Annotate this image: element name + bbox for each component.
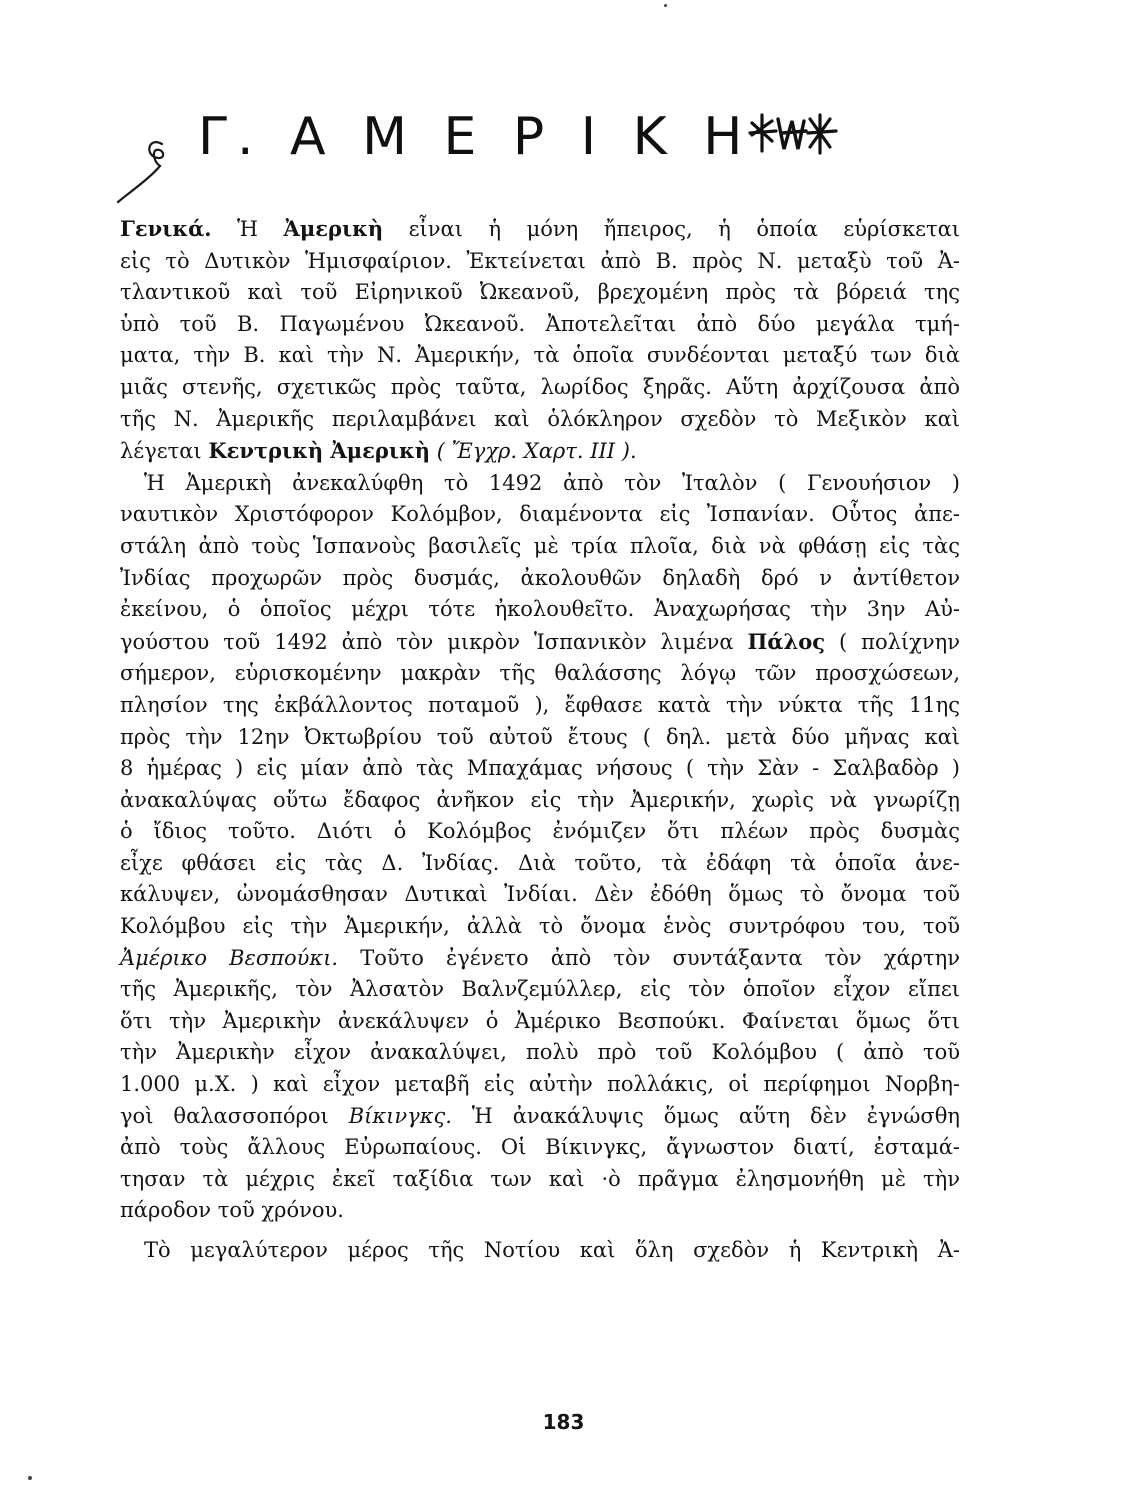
text-line: ἀπὸ τοὺς ἄλλους Εὐρωπαίους. Οἱ Βίκινγκς, ἄγνωστον διατί, ἐσταμά- bbox=[120, 1135, 960, 1160]
text-line: 8 ἡμέρας ) εἰς μίαν ἀπὸ τὰς Μπαχάμας νήσους ( τὴν Σὰν - Σαλβαδὸρ ) bbox=[120, 756, 960, 781]
text-line: τῆς Ἀμερικῆς, τὸν Ἀλσατὸν Βαλνζεμύλλερ, εἰς τὸν ὁποῖον εἶχον εἴπει bbox=[120, 977, 960, 1002]
text-fragment: Ἡ ἀνακάλυψις ὅμως αὕτη δὲν ἐγνώσθη bbox=[451, 1103, 960, 1128]
text-line: ναυτικὸν Χριστόφορον Κολόμβον, διαμένοντα εἰς Ἰσπανίαν. Οὗτος ἀπε- bbox=[120, 502, 960, 527]
chapter-title: Γ. Α Μ Ε Ρ Ι Κ Η bbox=[198, 107, 753, 167]
text-line bbox=[120, 626, 960, 659]
text-line: ἐκείνου, ὁ ὁποῖος μέχρι τότε ἠκολουθεῖτο. Ἀναχωρήσας τὴν 3ην Αὐ- bbox=[120, 597, 960, 622]
text-line: Τὸ μεγαλύτερον μέρος τῆς Νοτίου καὶ ὅλη σχεδὸν ἡ Κεντρικὴ Ἀ- bbox=[144, 1238, 960, 1262]
chapter-heading bbox=[198, 104, 978, 170]
handwritten-pen-mark bbox=[100, 122, 210, 212]
text-line bbox=[120, 943, 960, 975]
text-line: ὅτι τὴν Ἀμερικὴν ἀνεκάλυψεν ὁ Ἀμέρικο Βεσπούκι. Φαίνεται ὅμως ὅτι bbox=[120, 1008, 960, 1033]
text-line: ματα, τὴν Β. καὶ τὴν Ν. Ἀμερικήν, τὰ ὁποῖα συνδέονται μεταξύ των διὰ bbox=[120, 343, 960, 368]
text-line: πρὸς τὴν 12ην Ὀκτωβρίου τοῦ αὐτοῦ ἔτους ( δηλ. μετὰ δύο μῆνας καὶ bbox=[120, 724, 960, 749]
term-bold: Πάλος bbox=[747, 628, 826, 654]
text-line: Κολόμβου εἰς τὴν Ἀμερικήν, ἀλλὰ τὸ ὄνομα ἑνὸς συντρόφου του, τοῦ bbox=[120, 914, 960, 939]
text-line: ἀνακαλύψας οὕτω ἔδαφος ἀνῆκον εἰς τὴν Ἀμερικήν, χωρὶς νὰ γνωρίζῃ bbox=[120, 787, 960, 812]
text-line bbox=[120, 213, 960, 246]
paragraph-general bbox=[120, 213, 960, 468]
scan-speck bbox=[664, 4, 667, 7]
text-fragment: γοὶ θαλασσοπόροι bbox=[120, 1103, 349, 1128]
paragraph-gap bbox=[120, 1227, 960, 1235]
text-fragment: ( πολίχνην bbox=[825, 629, 960, 654]
name-italic: Ἀμέρικο Βεσπούκι. bbox=[120, 945, 339, 970]
text-line bbox=[120, 1101, 960, 1133]
text-line bbox=[120, 435, 960, 468]
paragraph-central-america bbox=[120, 1235, 960, 1267]
text-fragment: λέγεται bbox=[120, 439, 209, 464]
text-line: πλησίον της ἐκβάλλοντος ποταμοῦ ), ἔφθασε κατὰ τὴν νύκτα τῆς 11ης bbox=[120, 692, 960, 717]
paragraph-discovery bbox=[120, 468, 960, 1227]
text-fragment: γούστου τοῦ 1492 ἀπὸ τὸν μικρὸν Ἱσπανικὸν λιμένα bbox=[120, 629, 748, 654]
section-label-bold: Γενικά. bbox=[120, 216, 212, 241]
text-line: τὴν Ἀμερικὴν εἶχον ἀνακαλύψει, πολὺ πρὸ τοῦ Κολόμβου ( ἀπὸ τοῦ bbox=[120, 1040, 960, 1065]
scan-speck bbox=[28, 1476, 32, 1480]
text-fragment: Ἡ bbox=[211, 217, 284, 241]
text-line: τησαν τὰ μέχρις ἐκεῖ ταξίδια των καὶ ·ὸ πρᾶγμα ἐλησμονήθη μὲ τὴν bbox=[120, 1166, 960, 1191]
text-line: ὁ ἴδιος τοῦτο. Διότι ὁ Κολόμβος ἐνόμιζεν ὅτι πλέων πρὸς δυσμὰς bbox=[120, 819, 960, 844]
text-line: Ἰνδίας προχωρῶν πρὸς δυσμάς, ἀκολουθῶν δηλαδὴ δρό ν ἀντίθετον bbox=[120, 565, 960, 590]
text-fragment: εἶναι ἡ μόνη ἤπειρος, ἡ ὁποία εὑρίσκεται bbox=[383, 217, 960, 241]
text-line: εἶχε φθάσει εἰς τὰς Δ. Ἰνδίας. Διὰ τοῦτο, τὰ ἐδάφη τὰ ὁποῖα ἀνε- bbox=[120, 850, 960, 875]
text-line: πάροδον τοῦ χρόνου. bbox=[120, 1198, 344, 1223]
text-line: σήμερον, εὑρισκομένην μακρὰν τῆς θαλάσσης λόγῳ τῶν προσχώσεων, bbox=[120, 661, 960, 686]
term-bold: Κεντρικὴ Ἀμερικὴ bbox=[208, 438, 431, 464]
term-bold: Ἀμερικὴ bbox=[283, 216, 384, 241]
body-text bbox=[120, 213, 960, 1267]
page-number: 183 bbox=[542, 1410, 585, 1434]
text-line: κάλυψεν, ὠνομάσθησαν Δυτικαὶ Ἰνδίαι. Δὲν ἐδόθη ὅμως τὸ ὄνομα τοῦ bbox=[120, 882, 960, 907]
text-line: μιᾶς στενῆς, σχετικῶς πρὸς ταῦτα, λωρίδος ξηρᾶς. Αὕτη ἀρχίζουσα ἀπὸ bbox=[120, 374, 960, 399]
ink-scribble-icon bbox=[748, 107, 840, 173]
text-line: 1.000 μ.Χ. ) καὶ εἶχον μεταβῆ εἰς αὐτὴν πολλάκις, οἱ περίφημοι Νορβη- bbox=[120, 1072, 960, 1097]
text-line: τλαντικοῦ καὶ τοῦ Εἰρηνικοῦ Ὠκεανοῦ, βρεχομένη πρὸς τὰ βόρειά της bbox=[120, 280, 960, 305]
name-italic: Βίκινγκς. bbox=[348, 1103, 452, 1128]
text-line: στάλη ἀπὸ τοὺς Ἱσπανοὺς βασιλεῖς μὲ τρία πλοῖα, διὰ νὰ φθάσῃ εἰς τὰς bbox=[120, 533, 960, 558]
text-line: τῆς Ν. Ἀμερικῆς περιλαμβάνει καὶ ὁλόκληρον σχεδὸν τὸ Μεξικὸν καὶ bbox=[120, 406, 960, 431]
map-reference-italic: ( Ἔγχρ. Χαρτ. ΙΙΙ ). bbox=[430, 439, 637, 464]
text-fragment: Τοῦτο ἐγένετο ἀπὸ τὸν συντάξαντα τὸν χάρτην bbox=[338, 945, 960, 970]
text-line: εἰς τὸ Δυτικὸν Ἡμισφαίριον. Ἐκτείνεται ἀπὸ Β. πρὸς Ν. μεταξὺ τοῦ Ἀ- bbox=[120, 248, 960, 273]
text-line: ὑπὸ τοῦ Β. Παγωμένου Ὠκεανοῦ. Ἀποτελεῖται ἀπὸ δύο μεγάλα τμή- bbox=[120, 311, 960, 336]
text-line: Ἡ Ἀμερικὴ ἀνεκαλύφθη τὸ 1492 ἀπὸ τὸν Ἰταλὸν ( Γενουήσιον ) bbox=[144, 470, 960, 495]
